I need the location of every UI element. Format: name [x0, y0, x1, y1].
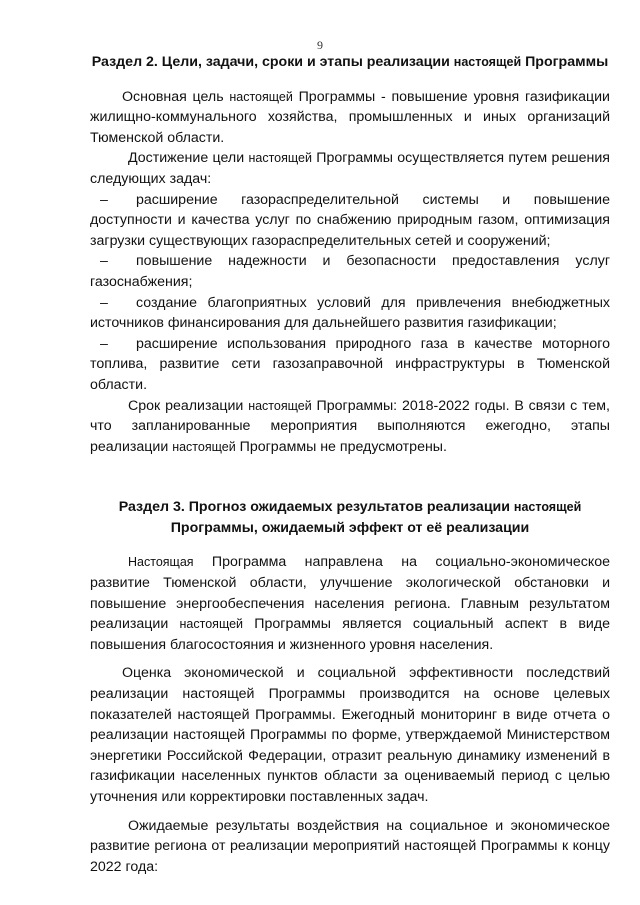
- task-list-item: [90, 334, 610, 396]
- section3-title-line1-main: Раздел 3. Прогноз ожидаемых результатов реализации: [118, 499, 514, 516]
- section3-paragraph-evaluation: Оценка экономической и социальной эффективности последствий реализации настоящей Программы производится на основе целевых показателей настоящей Программы. Ежегодный мониторинг в виде отчета о реализации настоящей Программы по форме, утверждаемой Министерством энергетики Российской Федерации, отразит реальную динамику изменений в газификации населенных пунктов области за оцениваемый период с целью уточнения или корректировки поставленных задач.: [90, 665, 610, 805]
- task-list-item: [90, 251, 610, 292]
- text-run: Программы не предусмотрены.: [235, 438, 447, 455]
- text-run: настоящей: [179, 617, 244, 632]
- section2-paragraph-tasks-intro: [90, 148, 610, 189]
- text-run: Основная цель: [122, 88, 230, 105]
- task-text: создание благоприятных условий для привлечения внебюджетных источников финансирования для дальнейшего развития газификации;: [90, 294, 610, 332]
- section2-paragraph-goal: [90, 87, 610, 149]
- text-run: Достижение цели: [128, 150, 249, 167]
- section2-title-main: Раздел 2. Цели, задачи, сроки и этапы реализации: [91, 54, 454, 70]
- dash-bullet: –: [100, 335, 108, 352]
- dash-bullet: –: [100, 191, 108, 208]
- text-run: Настоящая: [128, 555, 194, 570]
- page-content: [90, 52, 610, 877]
- section2-title-small: настоящей: [453, 55, 522, 69]
- task-list-item: [90, 293, 610, 334]
- section3-title: [90, 497, 610, 538]
- task-list-item: [90, 190, 610, 252]
- section2-paragraph-timeline: [90, 396, 610, 458]
- task-text: расширение использования природного газа в качестве моторного топлива, развитие сети газозаправочной инфраструктуры в Тюменской области.: [90, 335, 610, 393]
- text-run: Программы: 2018-2022 годы. В связи с тем, что запланированные мероприятия выполняются ежегодно, этапы реализации: [90, 397, 610, 455]
- text-run: Программы осуществляется путем решения следующих задач:: [90, 150, 610, 187]
- text-run: настоящей: [248, 151, 312, 166]
- text-run: Срок реализации: [128, 397, 249, 414]
- section3-title-line1-small: настоящей: [513, 500, 582, 515]
- text-run: Программы является социальный аспект в виде повышения благосостояния и жизненного уровня населения.: [90, 616, 610, 653]
- task-text: повышение надежности и безопасности предоставления услуг газоснабжения;: [90, 253, 610, 290]
- section2-task-list: [90, 190, 610, 396]
- section2-title-end: Программы: [521, 54, 609, 70]
- text-run: настоящей: [248, 398, 312, 413]
- text-run: настоящей: [172, 439, 236, 454]
- section3-title-line2: Программы, ожидаемый эффект от её реализации: [170, 519, 530, 536]
- dash-bullet: –: [100, 294, 108, 311]
- section3-paragraph-direction: [90, 552, 610, 655]
- page-number: 9: [317, 38, 323, 52]
- text-run: Программы - повышение уровня газификации жилищно-коммунального хозяйства, промышленных и иных организаций Тюменской области.: [90, 88, 610, 146]
- text-run: Программа направлена на социально-экономическое развитие Тюменской области, улучшение экологической обстановки и повышение энергообеспечения населения региона. Главным результатом реализации: [90, 554, 610, 633]
- section2-title: [90, 52, 610, 73]
- dash-bullet: –: [100, 253, 108, 270]
- section3-paragraph-expected-results: Ожидаемые результаты воздействия на социальное и экономическое развитие региона от реализации мероприятий настоящей Программы к концу 2022 года:: [90, 817, 610, 875]
- task-text: расширение газораспределительной системы и повышение доступности и качества услуг по снабжению природным газом, оптимизация загрузки существующих газораспределительных сетей и сооружений;: [90, 191, 610, 249]
- text-run: настоящей: [229, 89, 293, 104]
